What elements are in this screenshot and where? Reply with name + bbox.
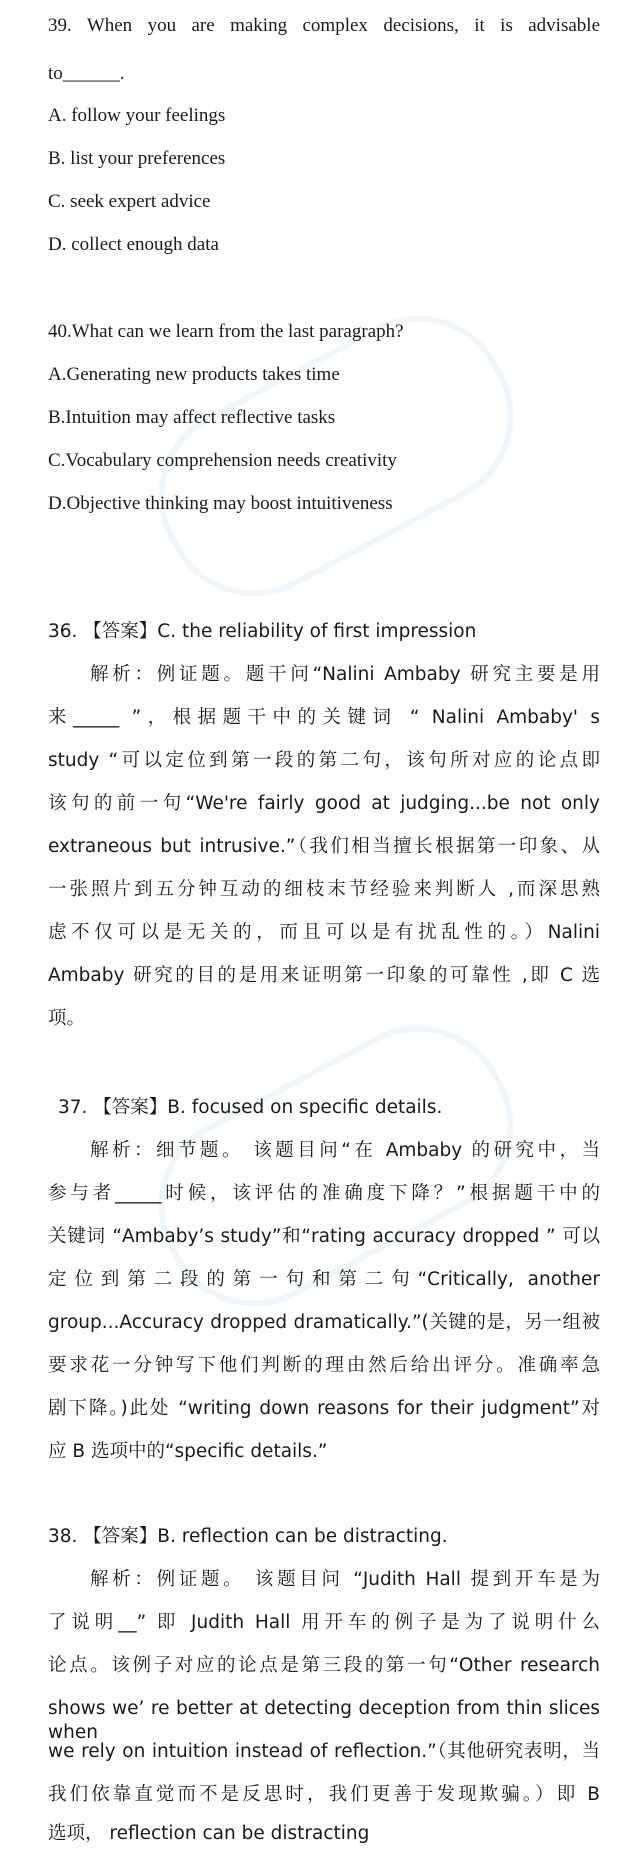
a36-line: 一张照片到五分钟互动的细枝末节经验来判断人 ,而深思熟 <box>48 879 600 900</box>
a38-line: 选项， reflection can be distracting <box>48 1823 370 1844</box>
a37-line: 参与者_____时候，该评估的准确度下降？”根据题干中的 <box>48 1183 600 1204</box>
a36-line: 虑不仅可以是无关的，而且可以是有扰乱性的。）Nalini <box>48 922 600 943</box>
a36-line: extraneous but intrusive.”（我们相当擅长根据第一印象、从 <box>48 836 600 857</box>
q39-option-c: C. seek expert advice <box>48 191 211 212</box>
a36-line: 该句的前一句“We're fairly good at judging...be not only <box>48 793 600 814</box>
a36-line: Ambaby 研究的目的是用来证明第一印象的可靠性 ,即 C 选 <box>48 965 600 986</box>
a37-line: 剧下降。)此处 “writing down reasons for their judgment”对 <box>48 1398 600 1419</box>
a36-line: 来_____ ”，根据题干中的关键词 “ Nalini Ambaby' s <box>48 707 600 728</box>
a37-line: 定位到第二段的第一句和第二句“Critically, another <box>48 1269 600 1290</box>
q40-option-d: D.Objective thinking may boost intuitiveness <box>48 493 393 514</box>
a38-heading: 38. 【答案】B. reflection can be distracting. <box>48 1526 448 1547</box>
a36-line: 解析：例证题。题干问“Nalini Ambaby 研究主要是用 <box>90 664 600 685</box>
a38-line: 了说明__” 即 Judith Hall 用开车的例子是为了说明什么 <box>48 1612 600 1633</box>
q39-option-a: A. follow your feelings <box>48 105 226 126</box>
a37-line: 解析：细节题。 该题目问“在 Ambaby 的研究中，当 <box>90 1140 600 1161</box>
q40-option-c: C.Vocabulary comprehension needs creativity <box>48 450 397 471</box>
a36-heading: 36. 【答案】C. the reliability of first impression <box>48 621 477 642</box>
q40-stem: 40.What can we learn from the last paragraph? <box>48 321 404 342</box>
a38-line: shows we’ re better at detecting deception from thin slices when <box>48 1698 600 1743</box>
a36-line: study “可以定位到第一段的第二句，该句所对应的论点即 <box>48 750 600 771</box>
q40-option-b: B.Intuition may affect reflective tasks <box>48 407 336 428</box>
a38-line: we rely on intuition instead of reflection.”（其他研究表明，当 <box>48 1741 600 1762</box>
q39-stem-line-2: to______. <box>48 63 125 84</box>
q39-option-b: B. list your preferences <box>48 148 226 169</box>
q40-option-a: A.Generating new products takes time <box>48 364 340 385</box>
a38-line: 我们依靠直觉而不是反思时，我们更善于发现欺骗。）即 B <box>48 1784 600 1805</box>
a37-line: 要求花一分钟写下他们判断的理由然后给出评分。准确率急 <box>48 1355 600 1376</box>
q39-stem-line-1: 39. When you are making complex decisions, it is advisable <box>48 15 600 36</box>
a36-line: 项。 <box>48 1008 86 1029</box>
a37-line: 关键词 “Ambaby’s study”和“rating accuracy dropped ” 可以 <box>48 1226 600 1247</box>
a37-line: 应 B 选项中的“specific details.” <box>48 1441 328 1462</box>
a38-line: 解析：例证题。 该题目问 “Judith Hall 提到开车是为 <box>90 1569 600 1590</box>
a38-line: 论点。该例子对应的论点是第三段的第一句“Other research <box>48 1655 600 1676</box>
a37-line: group...Accuracy dropped dramatically.”(关键的是，另一组被 <box>48 1312 600 1333</box>
a37-heading: 37. 【答案】B. focused on specific details. <box>58 1097 443 1118</box>
q39-option-d: D. collect enough data <box>48 234 219 255</box>
